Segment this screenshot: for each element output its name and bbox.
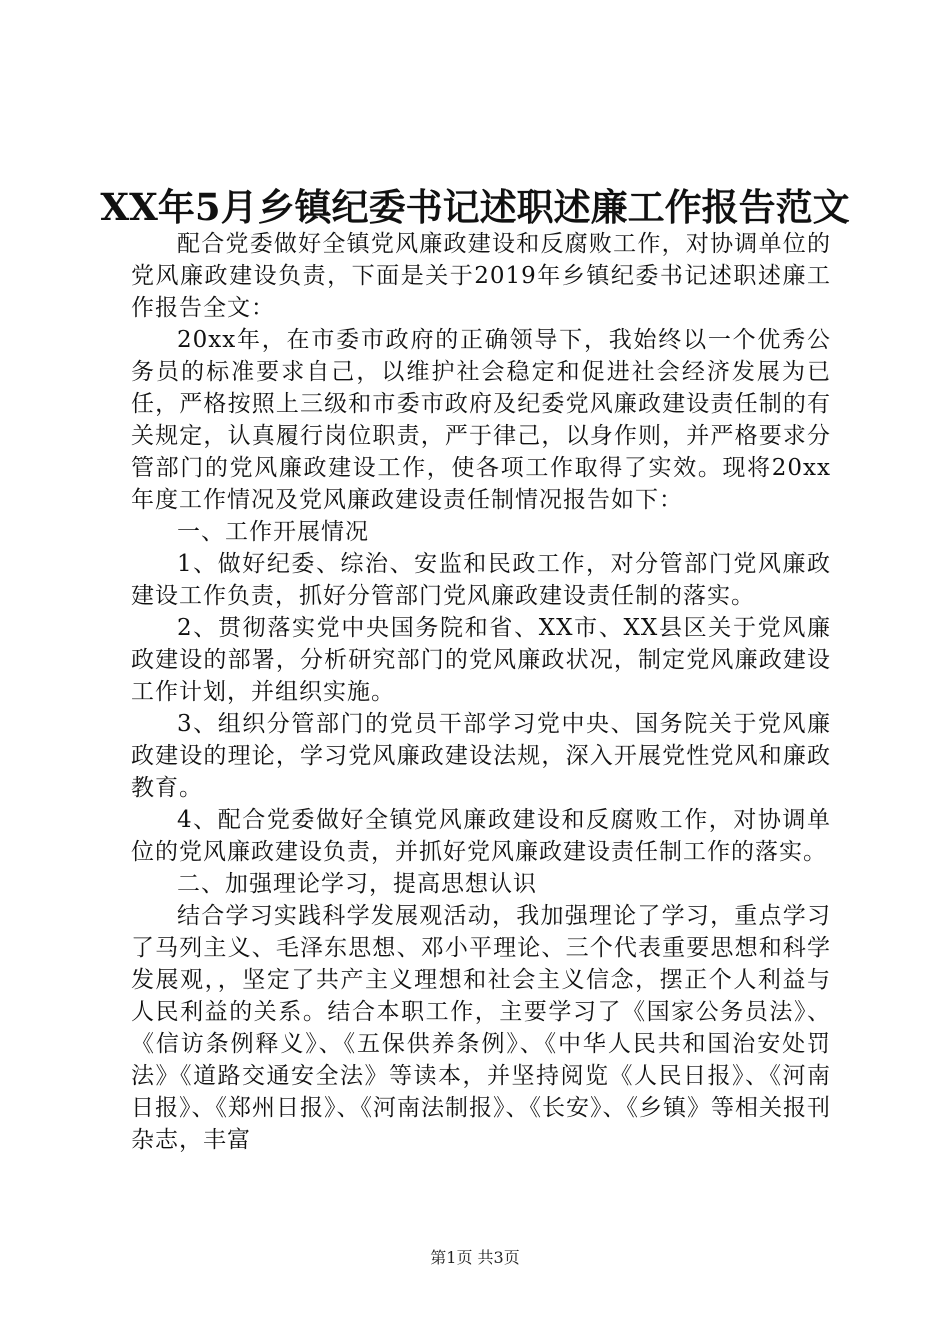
intro-paragraph: 配合党委做好全镇党风廉政建设和反腐败工作，对协调单位的党风廉政建设负责，下面是关于2019年乡镇纪委书记述职述廉工作报告全文： [131, 231, 831, 321]
document-title: XX年5月乡镇纪委书记述职述廉工作报告范文 [100, 185, 850, 229]
list-item: 1、做好纪委、综治、安监和民政工作，对分管部门党风廉政建设工作负责，抓好分管部门党风廉政建设责任制的落实。 [131, 551, 831, 609]
list-item: 3、组织分管部门的党员干部学习党中央、国务院关于党风廉政建设的理论，学习党风廉政建设法规，深入开展党性党风和廉政教育。 [131, 711, 831, 801]
section-heading: 一、工作开展情况 [177, 519, 369, 545]
list-item: 4、配合党委做好全镇党风廉政建设和反腐败工作，对协调单位的党风廉政建设负责，并抓好党风廉政建设责任制工作的落实。 [131, 807, 831, 865]
page-number: 第1页 共3页 [430, 1248, 520, 1267]
body-paragraph: 20xx年，在市委市政府的正确领导下，我始终以一个优秀公务员的标准要求自己，以维护社会稳定和促进社会经济发展为已任，严格按照上三级和市委市政府及纪委党风廉政建设责任制的有关规定，认真履行岗位职责，严于律己，以身作则，并严格要求分管部门的党风廉政建设工作，使各项工作取得了实效。现将20xx年度工作情况及党风廉政建设责任制情况报告如下： [131, 327, 831, 513]
section-heading: 二、加强理论学习，提高思想认识 [177, 871, 537, 897]
document-body [131, 228, 831, 1156]
list-item: 2、贯彻落实党中央国务院和省、XX市、XX县区关于党风廉政建设的部署，分析研究部门的党风廉政状况，制定党风廉政建设工作计划，并组织实施。 [131, 615, 831, 705]
body-paragraph: 结合学习实践科学发展观活动，我加强理论了学习，重点学习了马列主义、毛泽东思想、邓小平理论、三个代表重要思想和科学发展观，，坚定了共产主义理想和社会主义信念，摆正个人利益与人民利益的关系。结合本职工作，主要学习了《国家公务员法》、《信访条例释义》、《五保供养条例》、《中华人民共和国治安处罚法》《道路交通安全法》等读本，并坚持阅览《人民日报》、《河南日报》、《郑州日报》、《河南法制报》、《长安》、《乡镇》等相关报刊杂志，丰富 [131, 903, 831, 1153]
